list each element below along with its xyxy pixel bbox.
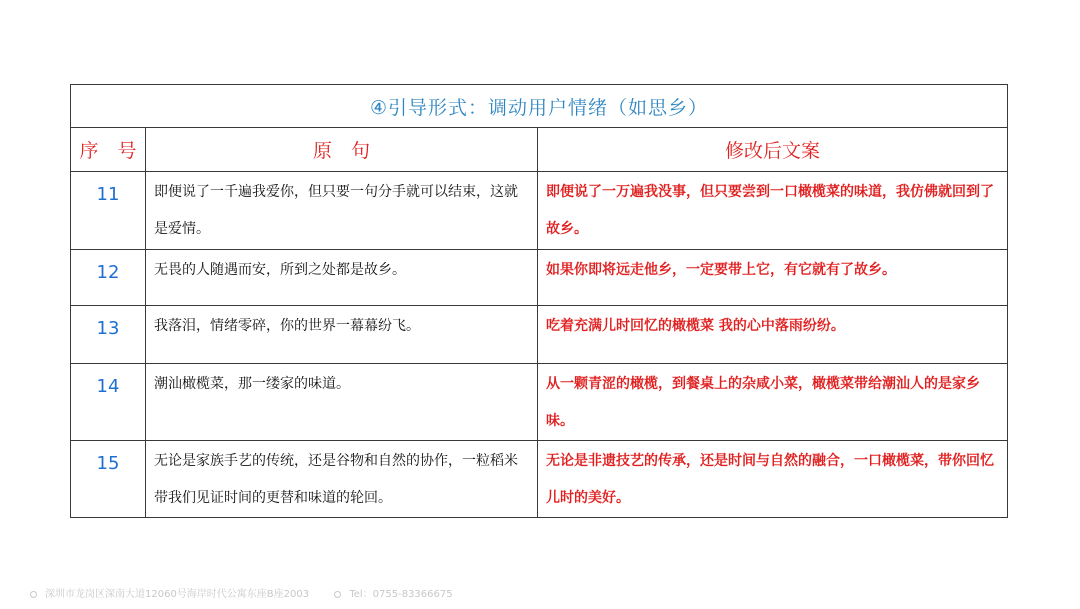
table-row bbox=[71, 364, 1008, 441]
tel-text: Tel：0755-83366675 bbox=[349, 589, 453, 600]
row-index: 14 bbox=[71, 364, 146, 441]
header-original: 原 句 bbox=[146, 128, 538, 172]
row-modified: 无论是非遗技艺的传承，还是时间与自然的融合，一口橄榄菜，带你回忆儿时的美好。 bbox=[538, 441, 1008, 518]
row-modified: 即便说了一万遍我没事，但只要尝到一口橄榄菜的味道，我仿佛就回到了故乡。 bbox=[538, 172, 1008, 250]
footer bbox=[30, 585, 1050, 600]
footer-tel bbox=[334, 589, 452, 600]
header-index: 序 号 bbox=[71, 128, 146, 172]
row-original: 即便说了一千遍我爱你，但只要一句分手就可以结束，这就是爱情。 bbox=[146, 172, 538, 250]
table-title: ④引导形式：调动用户情绪（如思乡） bbox=[71, 85, 1008, 128]
phone-icon bbox=[334, 591, 341, 598]
row-index: 15 bbox=[71, 441, 146, 518]
row-original: 潮汕橄榄菜，那一缕家的味道。 bbox=[146, 364, 538, 441]
row-original: 我落泪，情绪零碎，你的世界一幕幕纷飞。 bbox=[146, 306, 538, 364]
row-index: 12 bbox=[71, 250, 146, 306]
row-index: 13 bbox=[71, 306, 146, 364]
table-row bbox=[71, 172, 1008, 250]
table-row bbox=[71, 250, 1008, 306]
row-modified: 如果你即将远走他乡，一定要带上它，有它就有了故乡。 bbox=[538, 250, 1008, 306]
row-modified: 吃着充满儿时回忆的橄榄菜 我的心中落雨纷纷。 bbox=[538, 306, 1008, 364]
footer-address bbox=[30, 589, 309, 600]
row-original: 无畏的人随遇而安，所到之处都是故乡。 bbox=[146, 250, 538, 306]
table-row bbox=[71, 306, 1008, 364]
header-modified: 修改后文案 bbox=[538, 128, 1008, 172]
row-index: 11 bbox=[71, 172, 146, 250]
table-row bbox=[71, 441, 1008, 518]
copywriting-table bbox=[70, 84, 1008, 518]
row-modified: 从一颗青涩的橄榄，到餐桌上的杂咸小菜，橄榄菜带给潮汕人的是家乡味。 bbox=[538, 364, 1008, 441]
row-original: 无论是家族手艺的传统，还是谷物和自然的协作，一粒稻米 带我们见证时间的更替和味道的轮回。 bbox=[146, 441, 538, 518]
location-icon bbox=[30, 591, 37, 598]
address-text: 深圳市龙岗区深南大道12060号海岸时代公寓东座B座2003 bbox=[45, 589, 310, 600]
